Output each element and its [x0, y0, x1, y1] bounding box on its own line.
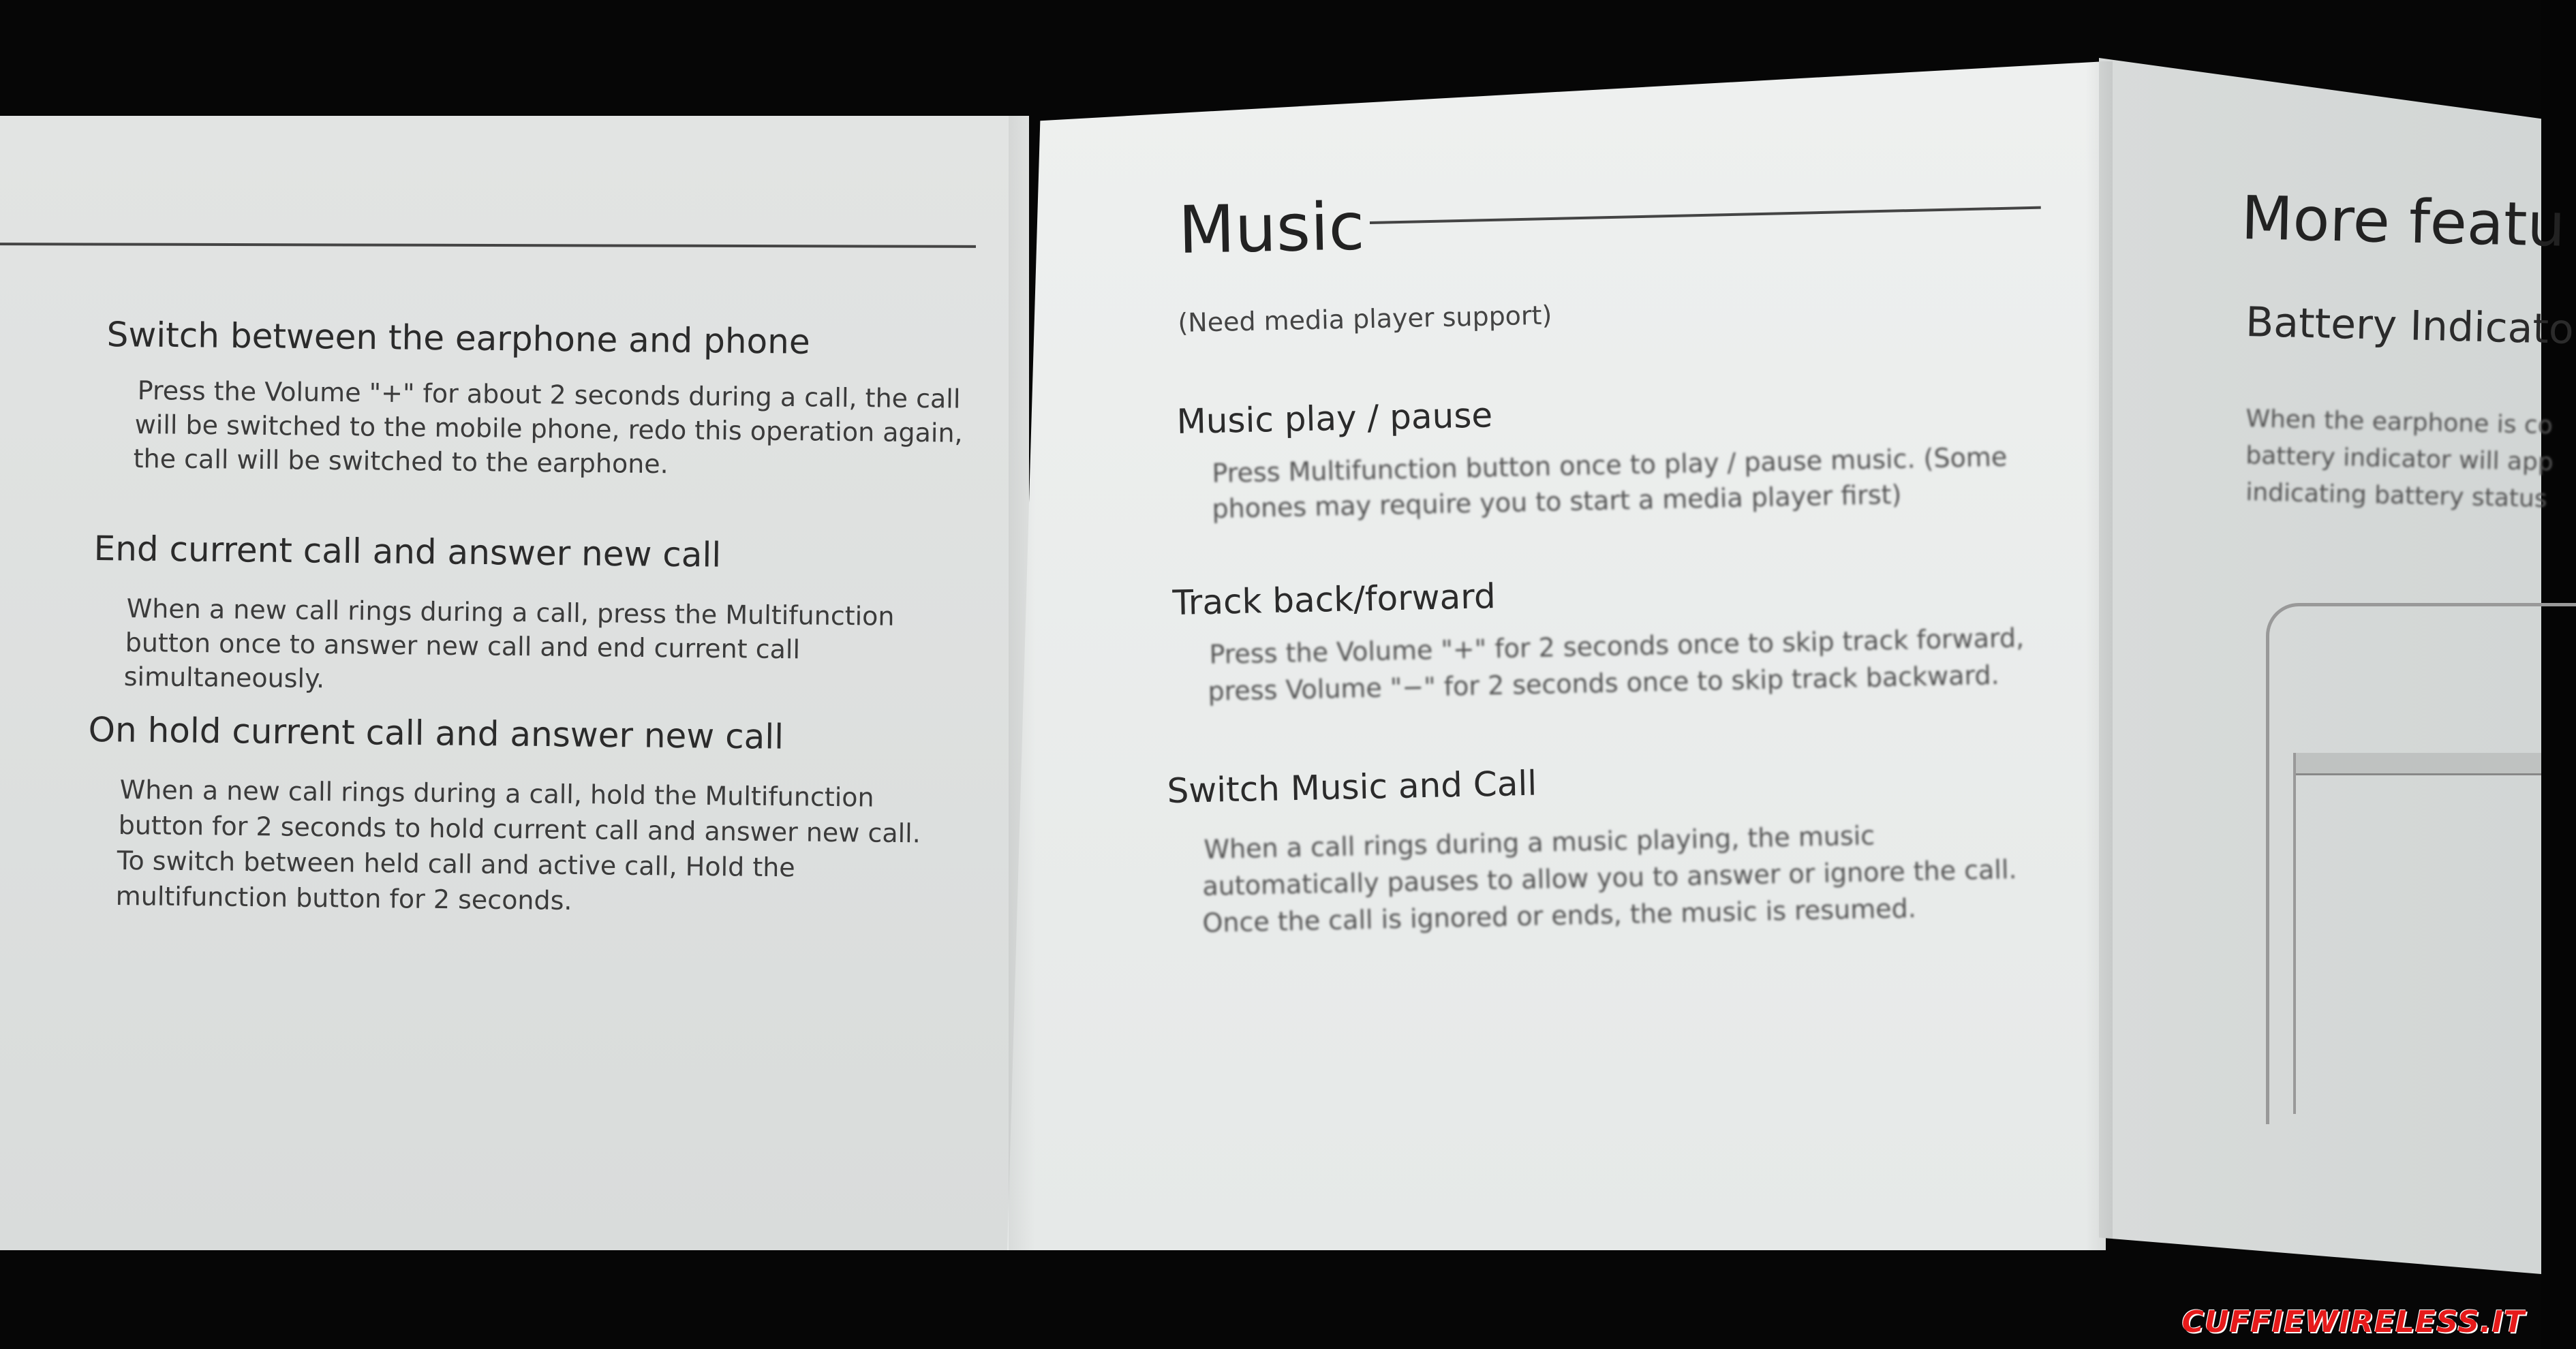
section-line: the call will be switched to the earphone. [133, 443, 669, 480]
section-line: simultaneously. [123, 661, 325, 694]
section-title-switch-earphone-phone: Switch between the earphone and phone [106, 315, 810, 362]
fold-crease-right [2085, 61, 2113, 1250]
section-line: will be switched to the mobile phone, redo this operation again, [134, 409, 963, 448]
phone-illustration [2266, 603, 2576, 1124]
section-line: When a call rings during a music playing, the music [1203, 820, 1875, 865]
section-line: Press Multifunction button once to play / pause music. (Some [1212, 441, 2008, 489]
section-line: Once the call is ignored or ends, the music is resumed. [1202, 893, 1917, 938]
section-line: indicating battery status [2245, 478, 2548, 514]
section-title-end-current-call: End current call and answer new call [93, 529, 722, 575]
fold-crease-left [1009, 116, 1036, 1250]
battery-indicator-title: Battery Indicato [2245, 298, 2575, 354]
media-player-note: (Need media player support) [1178, 300, 1552, 338]
section-line: When the earphone is co [2245, 404, 2554, 440]
section-title-music-play-pause: Music play / pause [1176, 395, 1493, 441]
section-title-switch-music-call: Switch Music and Call [1167, 763, 1537, 811]
section-line: phones may require you to start a media player first) [1212, 479, 1902, 524]
section-line: button once to answer new call and end current call [125, 627, 801, 665]
section-title-on-hold-call: On hold current call and answer new call [88, 710, 784, 757]
watermark-logo: CUFFIEWIRELESS.IT [2181, 1305, 2525, 1339]
section-line: multifunction button for 2 seconds. [115, 880, 572, 916]
phone-status-bar-illustration [2293, 753, 2541, 775]
section-title-track-back-forward: Track back/forward [1172, 576, 1497, 623]
music-title: Music [1178, 188, 1366, 268]
more-features-title: More featu [2240, 183, 2566, 260]
section-line: When a new call rings during a call, press the Multifunction [126, 593, 895, 632]
section-line: Press the Volume "+" for 2 seconds once to skip track forward, [1209, 622, 2025, 670]
phone-screen-edge [2293, 753, 2296, 1114]
section-line: To switch between held call and active call, Hold the [117, 845, 795, 883]
section-line: Press the Volume "+" for about 2 seconds during a call, the call [137, 375, 961, 414]
section-line: battery indicator will app [2245, 441, 2554, 477]
section-line: button for 2 seconds to hold current call and answer new call. [118, 809, 921, 849]
section-line: automatically pauses to allow you to answer or ignore the call. [1202, 854, 2017, 901]
section-line: When a new call rings during a call, hold the Multifunction [119, 774, 874, 813]
section-line: press Volume "−" for 2 seconds once to skip track backward. [1208, 660, 2000, 707]
